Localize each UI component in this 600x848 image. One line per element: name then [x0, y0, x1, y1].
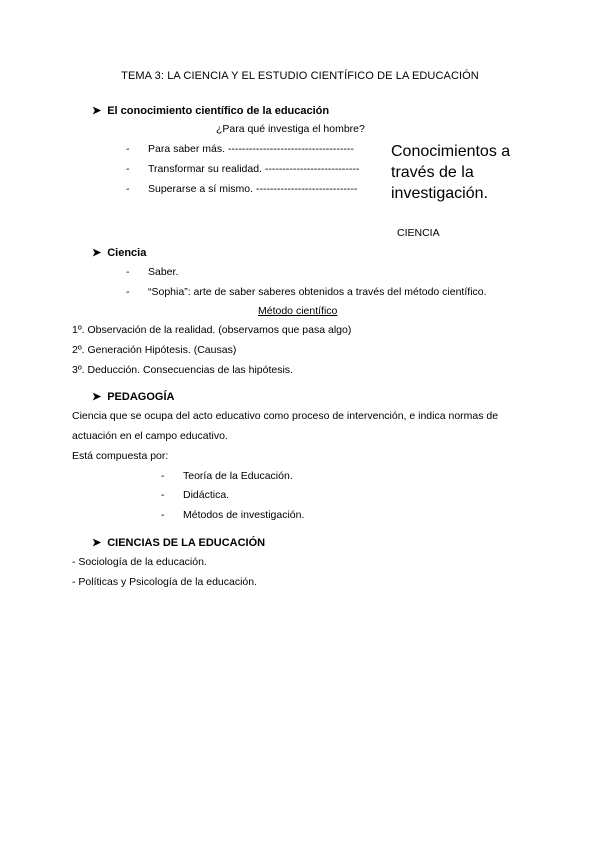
list-item-text: Superarse a sí mismo. ----------------------------- [148, 183, 358, 195]
list-item [126, 163, 359, 175]
list-item-text: Transformar su realidad. --------------------------- [148, 163, 360, 175]
dash-bullet: - [126, 266, 130, 278]
list-item [161, 509, 304, 521]
list-item: - Sociología de la educación. [72, 556, 207, 568]
dash-bullet: - [126, 183, 130, 195]
arrow-bullet-icon: ➤ [92, 105, 102, 117]
list-item [161, 489, 229, 501]
dash-bullet: - [126, 286, 130, 298]
dash-bullet: - [126, 163, 130, 175]
list-item-text: Teoría de la Educación. [183, 470, 293, 482]
ciencia-label: CIENCIA [397, 227, 440, 239]
list-item: - Políticas y Psicología de la educación. [72, 576, 258, 588]
metodo-title: Método científico [258, 305, 338, 317]
arrow-bullet-icon: ➤ [92, 247, 102, 259]
dash-bullet: - [161, 509, 165, 521]
paragraph-line: actuación en el campo educativo. [72, 430, 228, 442]
heading-text: PEDAGOGÍA [107, 391, 175, 403]
list-item-text: Métodos de investigación. [183, 509, 305, 521]
dash-bullet: - [161, 470, 165, 482]
paragraph-line: Ciencia que se ocupa del acto educativo como proceso de intervención, e indica normas de [72, 410, 499, 422]
section-heading-pedagogia [92, 390, 174, 403]
list-item [126, 266, 178, 278]
list-item-text: Saber. [148, 266, 179, 278]
heading-text: El conocimiento científico de la educación [107, 105, 330, 117]
arrow-bullet-icon: ➤ [92, 537, 102, 549]
section-heading-ciencias-educacion [92, 536, 265, 549]
list-item-text: Didáctica. [183, 489, 230, 501]
page-title: TEMA 3: LA CIENCIA Y EL ESTUDIO CIENTÍFICO DE LA EDUCACIÓN [121, 70, 479, 82]
list-item-text: Para saber más. ------------------------------------ [148, 143, 354, 155]
section-heading-conocimiento [92, 104, 329, 117]
step-item: 1º. Observación de la realidad. (observamos que pasa algo) [72, 324, 352, 336]
list-item [126, 183, 357, 195]
list-item [126, 143, 354, 155]
step-item: 3º. Deducción. Consecuencias de las hipótesis. [72, 364, 293, 376]
question-text: ¿Para qué investiga el hombre? [216, 123, 365, 135]
list-item [161, 470, 293, 482]
side-note: Conocimientos a través de la investigación. [391, 143, 511, 202]
dash-bullet: - [126, 143, 130, 155]
heading-text: CIENCIAS DE LA EDUCACIÓN [107, 537, 266, 549]
composed-text: Está compuesta por: [72, 450, 169, 462]
dash-bullet: - [161, 489, 165, 501]
arrow-bullet-icon: ➤ [92, 391, 102, 403]
step-item: 2º. Generación Hipótesis. (Causas) [72, 344, 237, 356]
list-item [126, 286, 487, 298]
heading-text: Ciencia [107, 247, 147, 259]
list-item-text: “Sophia”: arte de saber saberes obtenidos a través del método científico. [148, 286, 487, 298]
section-heading-ciencia [92, 246, 146, 259]
